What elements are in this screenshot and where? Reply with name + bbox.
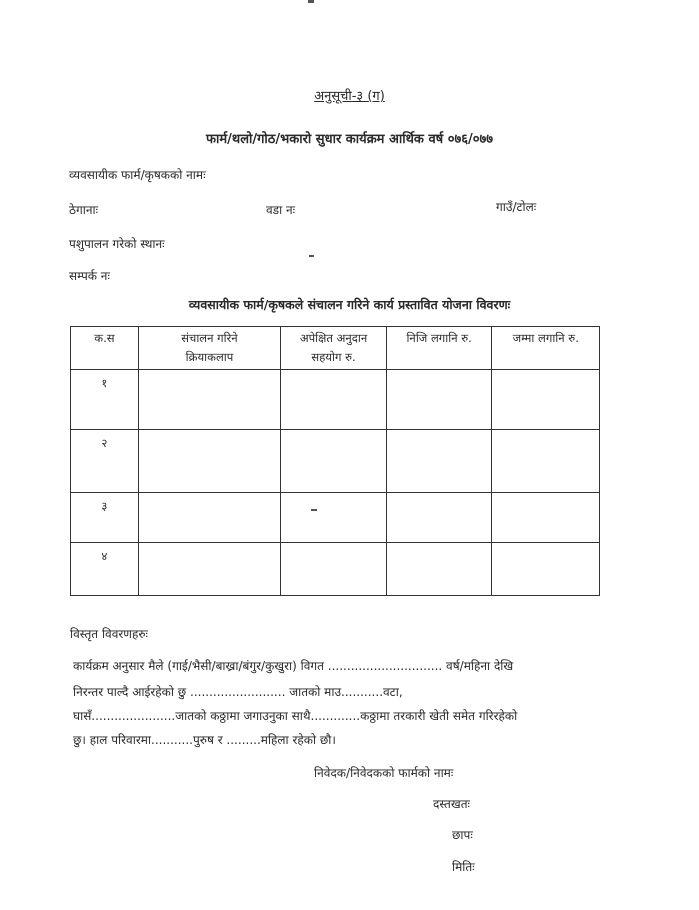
contact-label: सम्पर्क नः xyxy=(69,269,110,283)
program-title: फार्म/थलो/गोठ/भकारो सुधार कार्यक्रम आर्थिक वर्ष ०७६/०७७ xyxy=(205,132,494,147)
activity-cell xyxy=(138,493,280,543)
details-line-3: घासँ......................जातको कठ्ठामा जगाउनुका साथै.............कठ्ठामा तरकारी खेती समेत गरिरहेको xyxy=(73,709,518,723)
scan-speck xyxy=(309,255,314,257)
village-label: गाउँ/टोलः xyxy=(496,200,537,214)
scan-speck xyxy=(308,0,314,3)
column-header-serial xyxy=(71,327,139,370)
total-investment-cell xyxy=(492,543,600,596)
column-header-line: जम्मा लगानि रु. xyxy=(512,331,579,345)
private-investment-cell xyxy=(386,493,492,543)
private-investment-cell xyxy=(386,543,492,596)
table-row xyxy=(71,543,600,596)
details-line-2: निरन्तर पाल्दै आईरहेको छु ......................... जातको माउ...........वटा, xyxy=(73,685,403,699)
column-header-line: अपेक्षित अनुदान xyxy=(299,331,368,345)
expected-grant-cell xyxy=(281,543,387,596)
details-line-4: छु। हाल परिवारमा...........पुरुष र .........महिला रहेको छौ। xyxy=(73,733,336,747)
private-investment-cell xyxy=(386,430,492,493)
total-investment-cell xyxy=(492,430,600,493)
private-investment-cell xyxy=(386,370,492,430)
expected-grant-cell xyxy=(281,370,387,430)
table-row xyxy=(71,370,600,430)
address-label: ठेगानाः xyxy=(69,203,99,217)
row-serial-number: २ xyxy=(71,430,139,493)
column-header-total-investment xyxy=(492,327,600,370)
column-header-expected-grant xyxy=(281,327,387,370)
column-header-private-investment xyxy=(386,327,492,370)
table-row xyxy=(71,493,600,543)
row-serial-number: १ xyxy=(71,370,139,430)
date-label: मितिः xyxy=(452,860,475,874)
stamp-label: छापः xyxy=(452,828,473,842)
row-serial-number: ४ xyxy=(71,543,139,596)
activity-cell xyxy=(138,370,280,430)
schedule-title xyxy=(0,86,699,104)
details-heading: विस्तृत विवरणहरुः xyxy=(70,627,148,641)
column-header-activity xyxy=(138,327,280,370)
details-line-1: कार्यक्रम अनुसार मैले (गाई/भैसी/बाख्रा/बंगुर/कुखुरा) विगत .............................. वर्ष/महिना देखि xyxy=(73,659,514,673)
livestock-place-label: पशुपालन गरेको स्थानः xyxy=(69,237,165,251)
plan-table xyxy=(70,326,600,596)
table-row xyxy=(71,430,600,493)
column-header-line: क.स xyxy=(94,331,115,345)
schedule-title-text: अनुसूची-३ (ग) xyxy=(314,89,385,104)
row-serial-number: ३ xyxy=(71,493,139,543)
column-header-line: निजि लगानि रु. xyxy=(406,331,472,345)
total-investment-cell xyxy=(492,493,600,543)
ward-label: वडा नः xyxy=(266,203,296,217)
plan-table-heading: व्यवसायीक फार्म/कृषकले संचालन गरिने कार्य प्रस्तावित योजना विवरणः xyxy=(188,297,511,312)
activity-cell xyxy=(138,543,280,596)
column-header-line: क्रियाकलाप xyxy=(185,350,234,364)
column-header-line: संचालन गरिने xyxy=(181,331,238,345)
activity-cell xyxy=(138,430,280,493)
farm-name-label: व्यवसायीक फार्म/कृषकको नामः xyxy=(69,168,206,182)
expected-grant-cell xyxy=(281,493,387,543)
scan-speck xyxy=(311,509,317,511)
applicant-name-label: निवेदक/निवेदकको फार्मको नामः xyxy=(314,766,454,780)
expected-grant-cell xyxy=(281,430,387,493)
signature-label: दस्तखतः xyxy=(433,797,470,811)
column-header-line: सहयोग रु. xyxy=(311,350,356,364)
plan-table-header-row xyxy=(71,327,600,370)
total-investment-cell xyxy=(492,370,600,430)
